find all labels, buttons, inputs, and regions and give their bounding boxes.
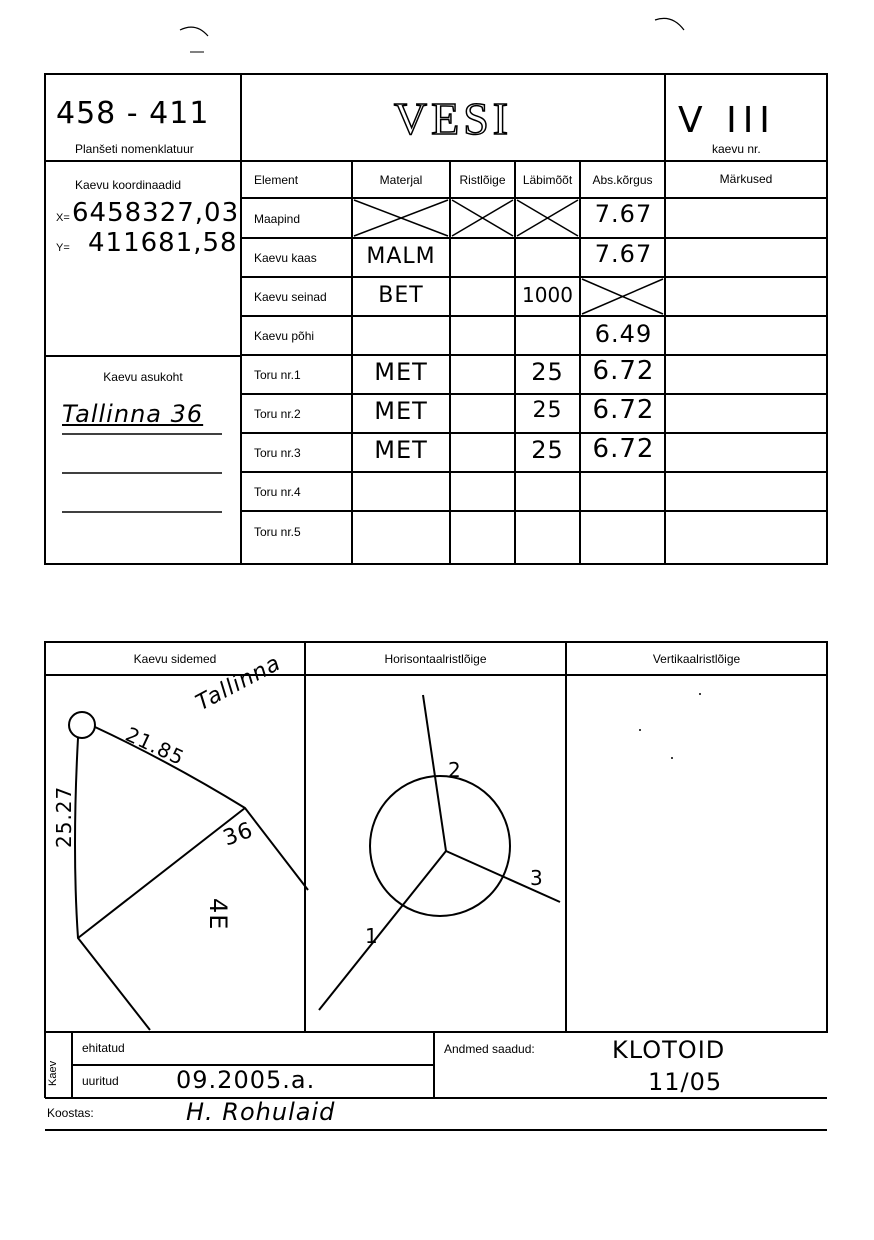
- header-element: Element: [254, 173, 299, 187]
- row-diameter: 25: [531, 358, 564, 386]
- row-material: MET: [374, 436, 428, 464]
- nomenclature-label: Planšeti nomenklatuur: [75, 142, 194, 156]
- pipe-number-2: 2: [448, 758, 462, 782]
- location-value: Tallinna 36: [62, 400, 204, 428]
- row-diameter: 1000: [522, 283, 573, 307]
- row-height: 6.72: [592, 434, 655, 464]
- built-label: ehitatud: [82, 1041, 125, 1055]
- row-diameter: 25: [531, 436, 564, 464]
- connections-label: Kaevu sidemed: [133, 652, 217, 666]
- row-height: 6.49: [594, 320, 653, 348]
- row-height: 7.67: [594, 240, 653, 268]
- coord-x-value: 6458327,03: [72, 198, 240, 228]
- row-material: MET: [374, 397, 428, 425]
- coord-x-prefix: X=: [56, 212, 70, 224]
- row-element: Toru nr.3: [254, 446, 301, 460]
- row-element: Kaevu põhi: [254, 329, 315, 343]
- horizontal-section-label: Horisontaalristlõige: [384, 652, 487, 666]
- data-source-date: 11/05: [648, 1068, 723, 1096]
- row-diameter: 25: [532, 398, 563, 423]
- header-notes: Märkused: [719, 172, 773, 186]
- pipe-number-3: 3: [530, 866, 544, 890]
- row-element: Toru nr.2: [254, 407, 301, 421]
- well-number-value: V III: [678, 100, 776, 141]
- header-diameter: Läbimõõt: [522, 173, 573, 187]
- coord-y-prefix: Y=: [56, 242, 70, 254]
- row-element: Maapind: [254, 212, 301, 226]
- row-height: 7.67: [594, 200, 653, 228]
- header-abs-height: Abs.kõrgus: [592, 173, 653, 187]
- row-element: Toru nr.5: [254, 525, 301, 539]
- compiled-by-label: Koostas:: [47, 1106, 94, 1120]
- row-material: MALM: [366, 244, 436, 269]
- row-height: 6.72: [592, 395, 655, 425]
- sketch-street: Tallinna: [192, 650, 286, 717]
- sketch-house-number: 36: [220, 817, 257, 852]
- well-side-label: Kaev: [47, 1060, 59, 1086]
- data-source-label: Andmed saadud:: [444, 1042, 535, 1056]
- sketch-distance-left: 25.27: [52, 785, 76, 848]
- surveyed-value: 09.2005.a.: [176, 1066, 316, 1094]
- header-material: Materjal: [379, 173, 423, 187]
- data-source-value: KLOTOID: [612, 1036, 726, 1064]
- coordinates-label: Kaevu koordinaadid: [75, 178, 182, 192]
- nomenclature-value: 458 - 411: [56, 96, 210, 131]
- surveyed-label: uuritud: [82, 1074, 119, 1088]
- row-element: Toru nr.4: [254, 485, 301, 499]
- row-element: Kaevu kaas: [254, 251, 317, 265]
- row-material: MET: [374, 358, 428, 386]
- sketch-building-mark: 4E: [204, 898, 232, 931]
- header-section: Ristlõige: [459, 173, 506, 187]
- row-element: Toru nr.1: [254, 368, 301, 382]
- row-element: Kaevu seinad: [254, 290, 327, 304]
- card-title: VESI: [393, 93, 513, 144]
- row-height: 6.72: [592, 356, 655, 386]
- well-number-label: kaevu nr.: [712, 142, 761, 156]
- compiled-by-value: H. Rohulaid: [186, 1098, 336, 1126]
- vertical-section-label: Vertikaalristlõige: [652, 652, 741, 666]
- location-label: Kaevu asukoht: [103, 370, 183, 384]
- coord-y-value: 411681,58: [88, 228, 238, 258]
- sketch-distance-top: 21.85: [121, 722, 189, 771]
- row-material: BET: [378, 283, 424, 308]
- pipe-number-1: 1: [365, 924, 379, 948]
